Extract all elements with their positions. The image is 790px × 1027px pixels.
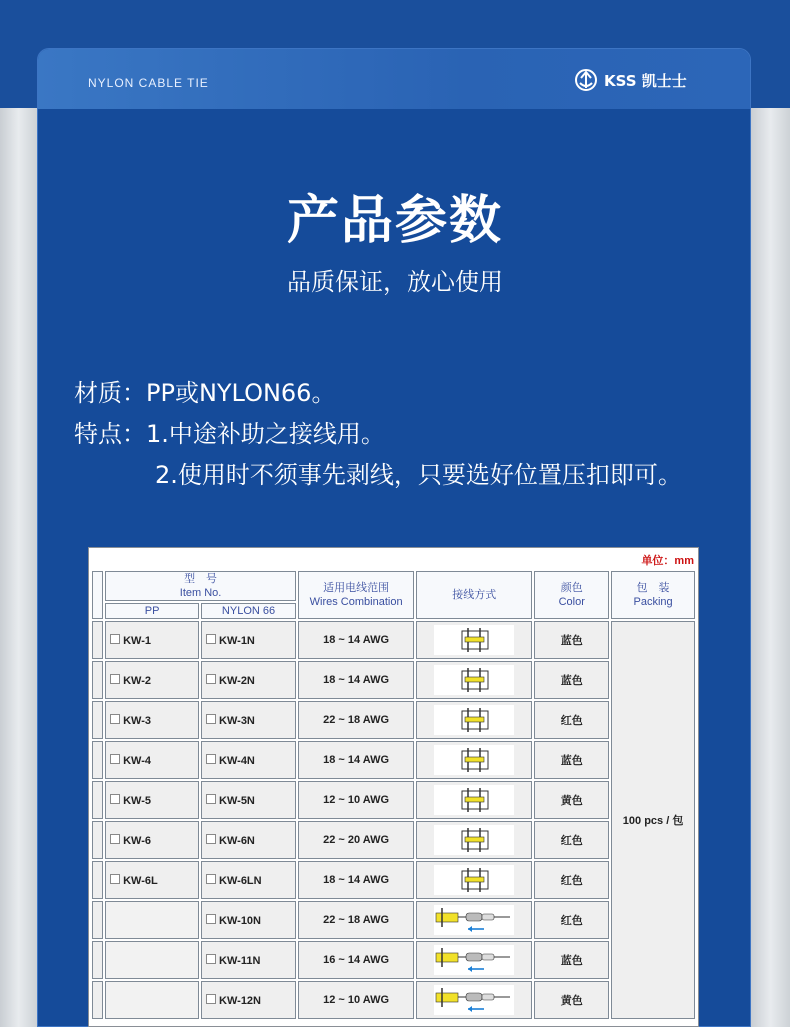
color-cell: 蓝色 <box>534 621 609 659</box>
row-spacer <box>92 661 103 699</box>
pp-item-checkbox[interactable] <box>110 674 120 684</box>
pp-item-checkbox[interactable] <box>110 834 120 844</box>
nylon-item-code: KW-4N <box>219 754 255 767</box>
nylon-item-code: KW-1N <box>219 634 255 647</box>
color-cell: 蓝色 <box>534 941 609 979</box>
wire-range-cell: 22 ~ 18 AWG <box>298 701 414 739</box>
header-color <box>534 571 609 619</box>
material-value: PP或NYLON66。 <box>146 379 336 407</box>
row-spacer <box>92 861 103 899</box>
material-label: 材质： <box>74 379 146 407</box>
color-cell: 蓝色 <box>534 741 609 779</box>
row-spacer <box>92 701 103 739</box>
row-spacer <box>92 901 103 939</box>
material-line <box>74 373 335 408</box>
wire-range-cell: 12 ~ 10 AWG <box>298 981 414 1019</box>
nylon-item-checkbox[interactable] <box>206 794 216 804</box>
method-diagram-cell <box>416 701 532 739</box>
wire-range-cell: 12 ~ 10 AWG <box>298 781 414 819</box>
pp-item-code: KW-6 <box>123 834 151 847</box>
color-cell: 红色 <box>534 861 609 899</box>
row-spacer <box>92 781 103 819</box>
nylon-item-checkbox[interactable] <box>206 874 216 884</box>
nylon-item-code: KW-2N <box>219 674 255 687</box>
crimp-diagram-icon <box>434 665 514 695</box>
method-diagram-cell <box>416 821 532 859</box>
header-item-en: Item No. <box>179 587 222 599</box>
table-row <box>92 941 695 979</box>
pp-item-cell <box>105 701 199 739</box>
pp-item-code: KW-1 <box>123 634 151 647</box>
color-cell: 黄色 <box>534 781 609 819</box>
pp-item-cell <box>105 861 199 899</box>
method-diagram-cell <box>416 901 532 939</box>
nylon-item-code: KW-12N <box>219 994 261 1007</box>
nylon-item-checkbox[interactable] <box>206 634 216 644</box>
pp-item-code: KW-6L <box>123 874 158 887</box>
panel-header <box>38 49 750 109</box>
feature-label: 特点： <box>74 420 146 448</box>
pp-item-cell <box>105 901 199 939</box>
nylon-item-cell <box>201 821 296 859</box>
pp-item-code: KW-3 <box>123 714 151 727</box>
header-wires-en: Wires Combination <box>309 596 403 608</box>
header-packing-cn: 包 装 <box>636 582 670 594</box>
pp-item-cell <box>105 941 199 979</box>
nylon-item-checkbox[interactable] <box>206 754 216 764</box>
wire-range-cell: 18 ~ 14 AWG <box>298 621 414 659</box>
nylon-item-cell <box>201 981 296 1019</box>
wire-range-cell: 22 ~ 18 AWG <box>298 901 414 939</box>
nylon-item-checkbox[interactable] <box>206 834 216 844</box>
header-color-en: Color <box>558 596 585 608</box>
nylon-item-cell <box>201 621 296 659</box>
nylon-item-code: KW-5N <box>219 794 255 807</box>
header-wires <box>298 571 414 619</box>
brand-logo <box>574 67 687 93</box>
row-spacer <box>92 741 103 779</box>
page-title: 产品参数 <box>286 191 503 251</box>
nylon-item-cell <box>201 861 296 899</box>
nylon-item-code: KW-6LN <box>219 874 262 887</box>
nylon-item-cell <box>201 741 296 779</box>
pp-item-code: KW-5 <box>123 794 151 807</box>
table-header-row <box>92 571 695 601</box>
pp-item-cell <box>105 621 199 659</box>
row-spacer <box>92 621 103 659</box>
header-color-cn: 颜色 <box>560 582 583 594</box>
pp-item-checkbox[interactable] <box>110 754 120 764</box>
method-diagram-cell <box>416 781 532 819</box>
nylon-item-cell <box>201 781 296 819</box>
pp-item-cell <box>105 821 199 859</box>
crimp-diagram-icon <box>434 785 514 815</box>
pp-item-checkbox[interactable] <box>110 794 120 804</box>
pp-item-checkbox[interactable] <box>110 874 120 884</box>
table-row <box>92 621 695 659</box>
method-diagram-cell <box>416 621 532 659</box>
nylon-item-cell <box>201 901 296 939</box>
wire-range-cell: 18 ~ 14 AWG <box>298 661 414 699</box>
pp-item-checkbox[interactable] <box>110 714 120 724</box>
tap-diagram-icon <box>434 945 514 975</box>
header-wires-cn: 适用电线范围 <box>323 582 390 594</box>
kss-logo-icon <box>574 68 598 92</box>
table-row <box>92 661 695 699</box>
nylon-item-checkbox[interactable] <box>206 954 216 964</box>
nylon-item-cell <box>201 701 296 739</box>
color-cell: 红色 <box>534 901 609 939</box>
header-nylon: NYLON 66 <box>201 603 296 619</box>
nylon-item-checkbox[interactable] <box>206 674 216 684</box>
color-cell: 黄色 <box>534 981 609 1019</box>
feature-line-2: 2.使用时不须事先剥线，只要选好位置压扣即可。 <box>155 461 682 489</box>
table-row <box>92 741 695 779</box>
wire-range-cell: 18 ~ 14 AWG <box>298 741 414 779</box>
feature-1: 1.中途补助之接线用。 <box>146 420 385 448</box>
method-diagram-cell <box>416 661 532 699</box>
table-row <box>92 901 695 939</box>
method-diagram-cell <box>416 741 532 779</box>
nylon-item-code: KW-11N <box>219 954 261 967</box>
method-diagram-cell <box>416 861 532 899</box>
table-row <box>92 861 695 899</box>
nylon-item-code: KW-10N <box>219 914 261 927</box>
color-cell: 蓝色 <box>534 661 609 699</box>
pp-item-cell <box>105 661 199 699</box>
header-spacer <box>92 571 103 619</box>
tap-diagram-icon <box>434 905 514 935</box>
table-row <box>92 781 695 819</box>
tap-diagram-icon <box>434 985 514 1015</box>
brand-tagline: NYLON CABLE TIE <box>88 76 209 90</box>
crimp-diagram-icon <box>434 625 514 655</box>
nylon-item-code: KW-3N <box>219 714 255 727</box>
header-packing-en: Packing <box>633 596 673 608</box>
color-cell: 红色 <box>534 821 609 859</box>
table-row <box>92 821 695 859</box>
wire-range-cell: 16 ~ 14 AWG <box>298 941 414 979</box>
table-row <box>92 981 695 1019</box>
row-spacer <box>92 981 103 1019</box>
header-pp: PP <box>105 603 199 619</box>
crimp-diagram-icon <box>434 825 514 855</box>
spec-table <box>90 569 697 1021</box>
header-method: 接线方式 <box>416 571 532 619</box>
nylon-item-checkbox[interactable] <box>206 994 216 1004</box>
nylon-item-checkbox[interactable] <box>206 714 216 724</box>
header-item <box>105 571 296 601</box>
header-packing <box>611 571 695 619</box>
brand-name: KSS 凯士士 <box>604 71 687 90</box>
row-spacer <box>92 941 103 979</box>
nylon-item-cell <box>201 941 296 979</box>
header-item-cn: 型 号 <box>184 573 218 585</box>
crimp-diagram-icon <box>434 865 514 895</box>
nylon-item-cell <box>201 661 296 699</box>
page-subtitle: 品质保证，放心使用 <box>287 268 503 296</box>
wire-range-cell: 18 ~ 14 AWG <box>298 861 414 899</box>
table-row <box>92 701 695 739</box>
nylon-item-checkbox[interactable] <box>206 914 216 924</box>
spec-table-card <box>88 547 699 1027</box>
color-cell: 红色 <box>534 701 609 739</box>
nylon-item-code: KW-6N <box>219 834 255 847</box>
pp-item-cell <box>105 781 199 819</box>
pp-item-code: KW-2 <box>123 674 151 687</box>
pp-item-checkbox[interactable] <box>110 634 120 644</box>
pp-item-cell <box>105 741 199 779</box>
row-spacer <box>92 821 103 859</box>
pp-item-code: KW-4 <box>123 754 151 767</box>
wire-range-cell: 22 ~ 20 AWG <box>298 821 414 859</box>
pp-item-cell <box>105 981 199 1019</box>
feature-line-1 <box>74 414 385 449</box>
crimp-diagram-icon <box>434 745 514 775</box>
packing-cell: 100 pcs / 包 <box>611 621 695 1019</box>
method-diagram-cell <box>416 941 532 979</box>
method-diagram-cell <box>416 981 532 1019</box>
crimp-diagram-icon <box>434 705 514 735</box>
unit-label: 单位：mm <box>641 555 694 567</box>
